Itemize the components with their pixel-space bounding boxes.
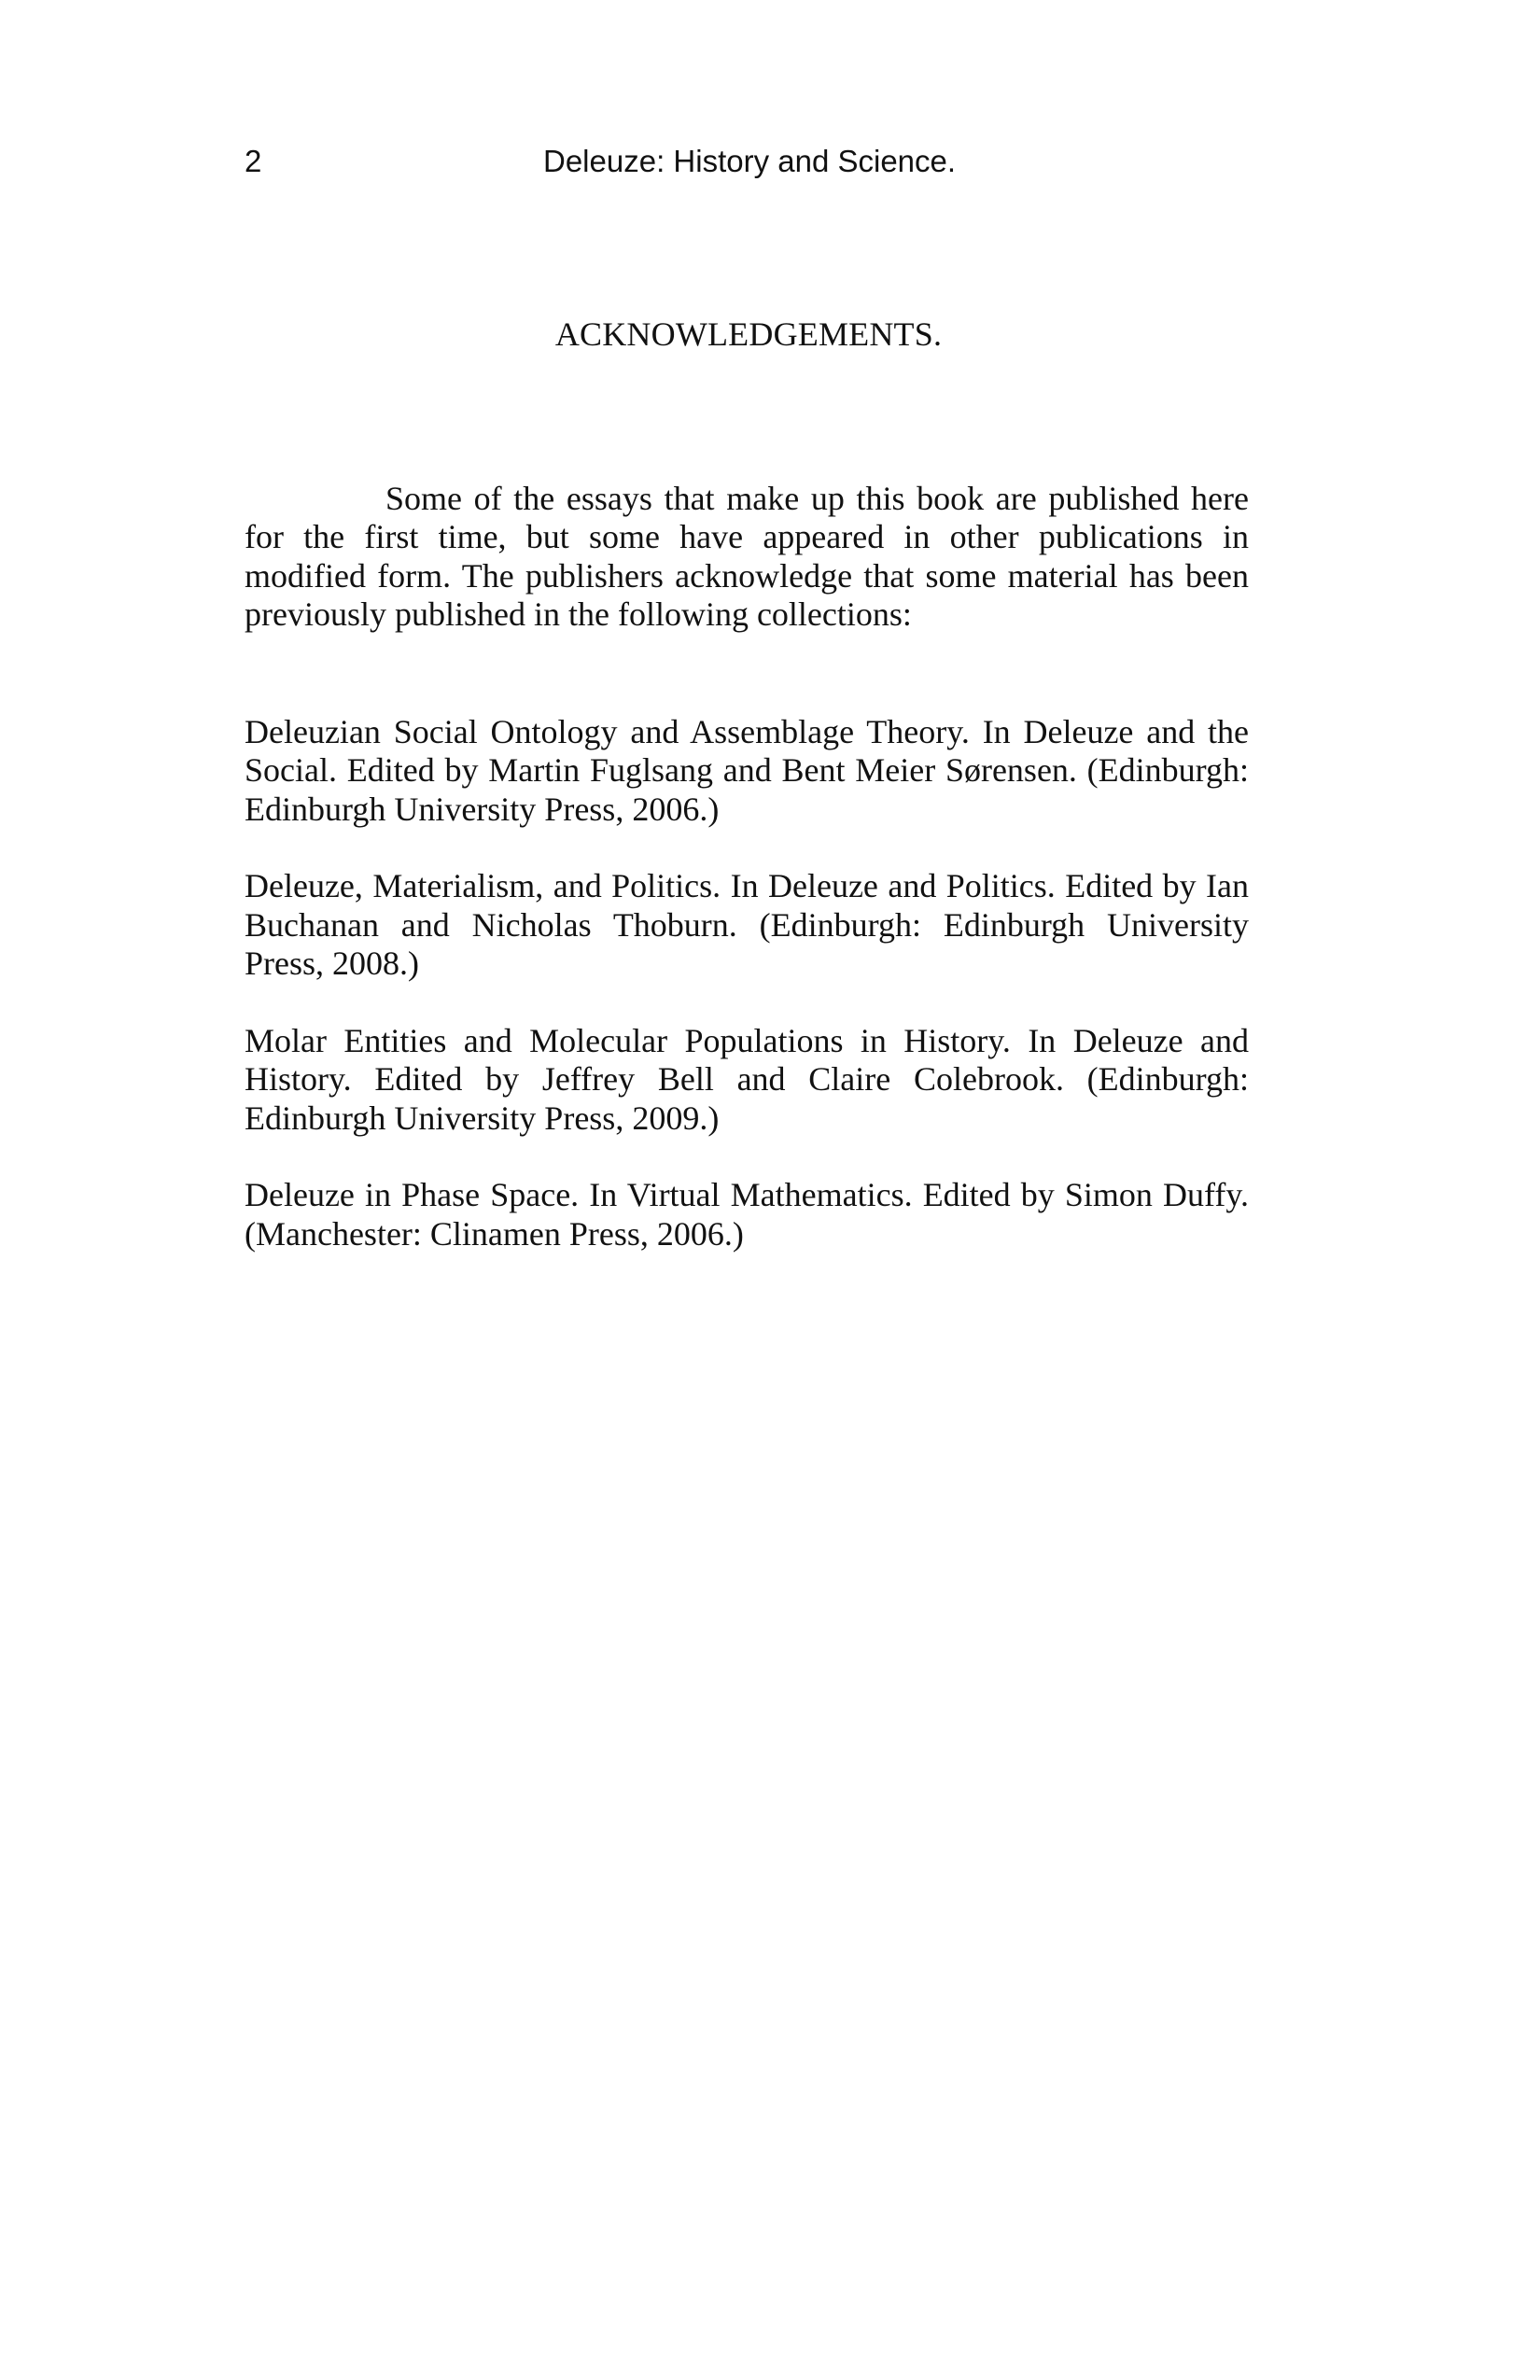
- page-title: ACKNOWLEDGEMENTS.: [554, 315, 943, 353]
- publication-entry: Deleuze in Phase Space. In Virtual Mathematics. Edited by Simon Duffy. (Manchester: Clinamen Press, 2006.): [245, 1176, 1249, 1253]
- publication-entry: Deleuze, Materialism, and Politics. In Deleuze and Politics. Edited by Ian Buchanan and Nicholas Thoburn. (Edinburgh: Edinburgh University Press, 2008.): [245, 867, 1249, 982]
- running-head: [245, 138, 1253, 185]
- publication-list: [245, 713, 1249, 1254]
- page-number: 2: [245, 144, 262, 178]
- publication-entry: Molar Entities and Molecular Populations in History. In Deleuze and History. Edited by Jeffrey Bell and Claire Colebrook. (Edinburgh: Edinburgh University Press, 2009.): [245, 1021, 1249, 1137]
- page-body: [245, 315, 1249, 1292]
- publication-entry: Deleuzian Social Ontology and Assemblage Theory. In Deleuze and the Social. Edited by Martin Fuglsang and Bent Meier Sørensen. (Edinburgh: Edinburgh University Press, 2006.): [245, 712, 1249, 828]
- book-title: Deleuze: History and Science.: [543, 144, 957, 178]
- intro-paragraph: Some of the essays that make up this book are published here for the first time, but some have appeared in other publications in modified form. The publishers acknowledge that some material has been previously published in the following collections:: [245, 479, 1249, 633]
